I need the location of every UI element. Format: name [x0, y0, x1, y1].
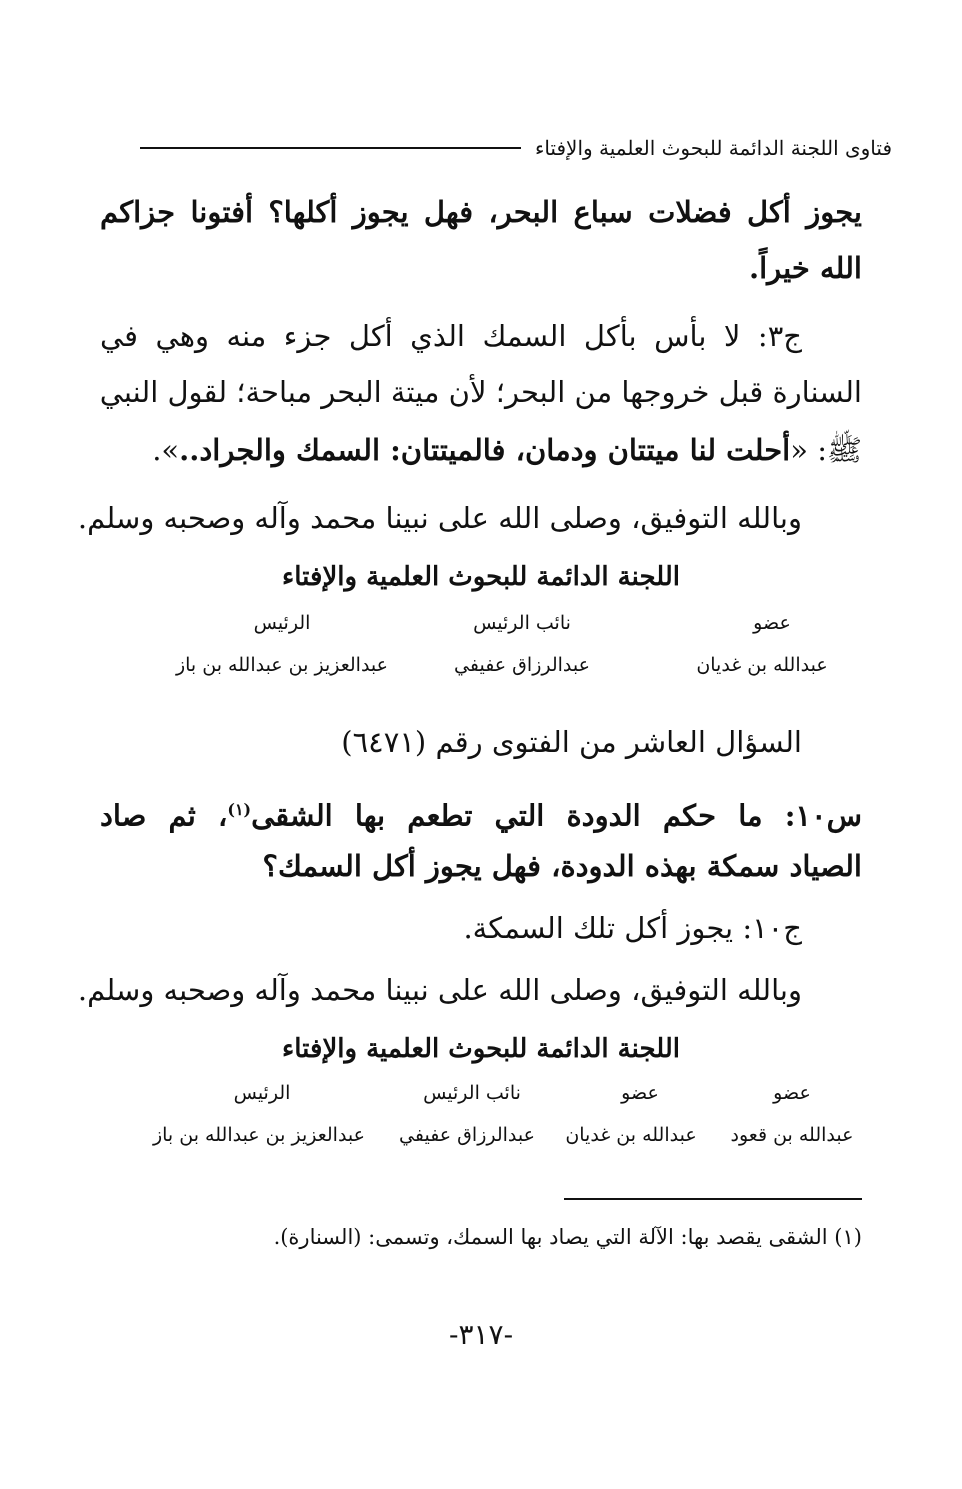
question-10-line-2: الصياد سمكة بهذه الدودة، فهل يجوز أكل السمك؟	[262, 849, 862, 883]
signatory-name: عبدالله بن غديان	[696, 654, 828, 676]
committee-name-1: اللجنة الدائمة للبحوث العلمية والإفتاء	[282, 562, 680, 592]
signatory-role: نائب الرئيس	[423, 1082, 521, 1104]
footnote: (١) الشقى يقصد بها: الآلة التي يصاد بها السمك، وتسمى: (السنارة).	[273, 1225, 862, 1249]
signatory-role: عضو	[621, 1082, 659, 1104]
answer-10: ج١٠: يجوز أكل تلك السمكة.	[463, 911, 802, 945]
answer-line-3	[100, 430, 862, 470]
question-line-1: يجوز أكل فضلات سباع البحر، فهل يجوز أكلها؟ أفتونا جزاكم	[100, 195, 862, 229]
signatory-name: عبدالرزاق عفيفي	[399, 1124, 535, 1146]
committee-name-2: اللجنة الدائمة للبحوث العلمية والإفتاء	[282, 1034, 680, 1064]
hadith-text: أحلت لنا ميتتان ودمان، فالميتتان: السمك والجراد..	[179, 433, 791, 467]
question-10-text-b: ، ثم صاد	[100, 798, 228, 833]
running-title: فتاوى اللجنة الدائمة للبحوث العلمية والإفتاء	[534, 136, 892, 160]
question-10-text-a: س١٠: ما حكم الدودة التي تطعم بها الشقى	[251, 798, 862, 833]
page-number: -٣١٧-	[448, 1318, 514, 1351]
signatory-role: الرئيس	[253, 612, 311, 634]
signatory-name: عبدالرزاق عفيفي	[454, 654, 590, 676]
footnote-marker[interactable]: (١)	[227, 800, 252, 819]
question-10-line-1	[100, 790, 862, 836]
signatory-name: عبدالله بن قعود	[730, 1124, 854, 1146]
signatory-role: عضو	[773, 1082, 811, 1104]
question-heading: السؤال العاشر من الفتوى رقم (٦٤٧١)	[341, 725, 802, 759]
closing-prayer-2: وبالله التوفيق، وصلى الله على نبينا محمد وآله وصحبه وسلم.	[77, 973, 802, 1007]
answer-line-2: السنارة قبل خروجها من البحر؛ لأن ميتة البحر مباحة؛ لقول النبي	[99, 375, 862, 409]
answer-line-3-prefix: ﷺ: «	[790, 433, 862, 467]
answer-line-3-suffix: ».	[152, 433, 180, 467]
signatory-name: عبدالعزيز بن عبدالله بن باز	[175, 654, 389, 676]
footnote-divider	[564, 1198, 862, 1200]
running-header	[140, 128, 892, 168]
signatory-name: عبدالعزيز بن عبدالله بن باز	[152, 1124, 366, 1146]
header-rule	[140, 147, 521, 149]
signatory-role: عضو	[753, 612, 791, 634]
signatory-role: الرئيس	[233, 1082, 291, 1104]
question-line-2: الله خيراً.	[749, 251, 862, 285]
closing-prayer-1: وبالله التوفيق، وصلى الله على نبينا محمد وآله وصحبه وسلم.	[77, 501, 802, 535]
signatory-role: نائب الرئيس	[473, 612, 571, 634]
answer-line-1: ج٣: لا بأس بأكل السمك الذي أكل جزء منه وهي في	[100, 319, 803, 353]
signatory-name: عبدالله بن غديان	[565, 1124, 697, 1146]
